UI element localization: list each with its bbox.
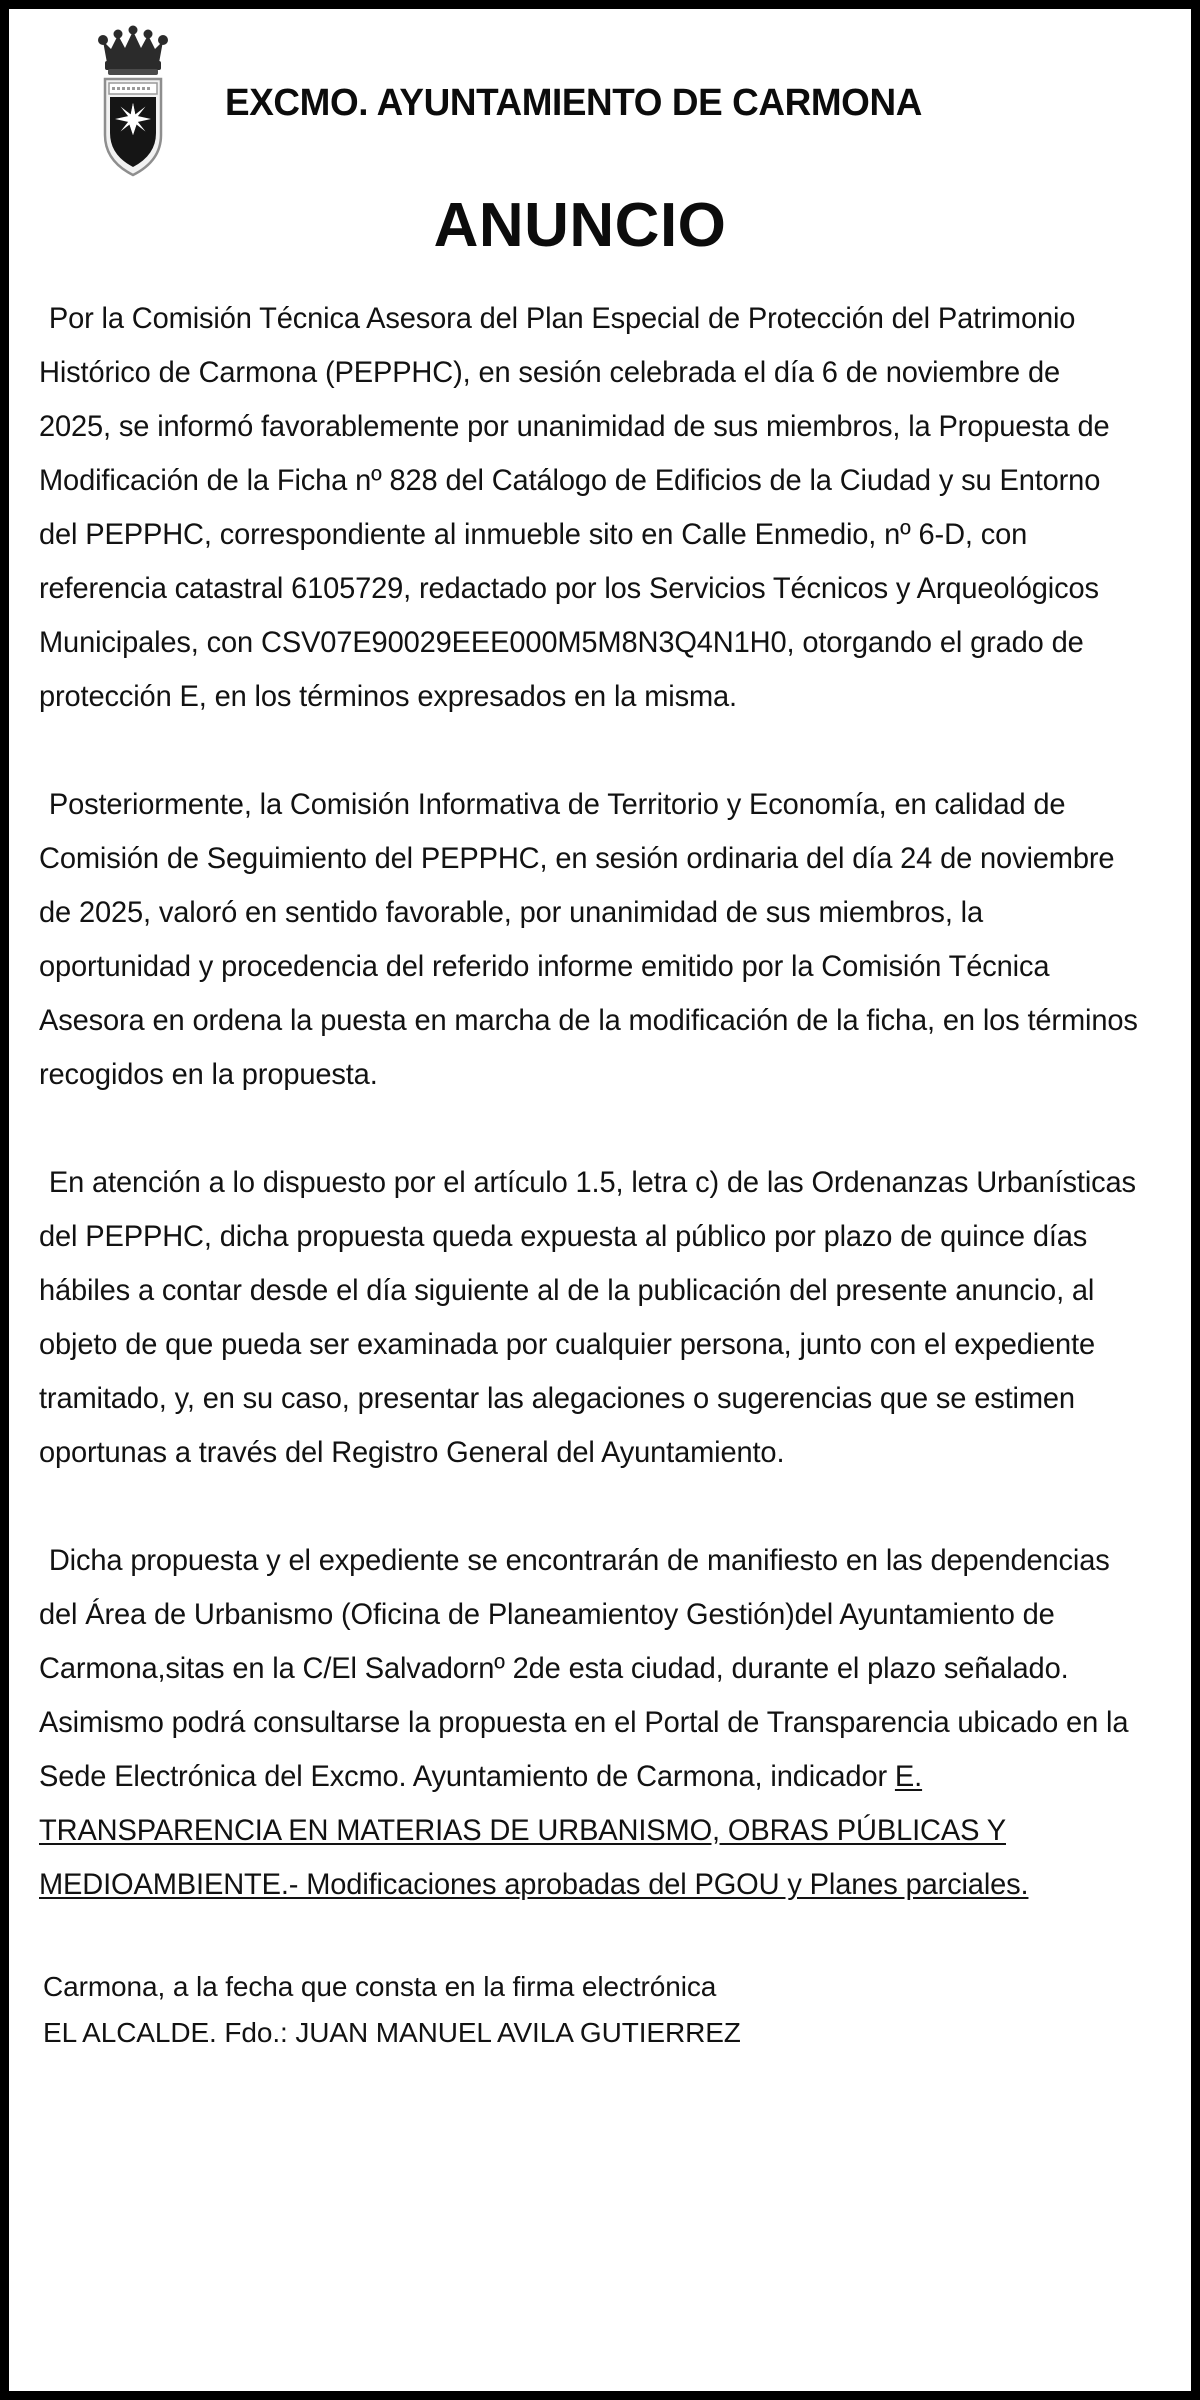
announcement-body <box>31 292 1169 1912</box>
paragraph-3-text: En atención a lo dispuesto por el artículo 1.5, letra c) de las Ordenanzas Urbanísticas del PEPPHC, dicha propuesta queda expuesta al público por plazo de quince días hábiles a contar desde el día siguiente al de la publicación del presente anuncio, al objeto de que pueda ser examinada por cualquier persona, junto con el expediente tramitado, y, en su caso, presentar las alegaciones o sugerencias que se estimen oportunas a través del Registro General del Ayuntamiento. <box>39 1166 1136 1470</box>
paragraph-4 <box>39 1534 1138 1912</box>
signature-date-line: Carmona, a la fecha que consta en la firma electrónica <box>43 1971 717 2003</box>
paragraph-2-text: Posteriormente, la Comisión Informativa de Territorio y Economía, en calidad de Comisión de Seguimiento del PEPPHC, en sesión ordinaria del día 24 de noviembre de 2025, valoró en sentido favorable, por unanimidad de sus miembros, la oportunidad y procedencia del referido informe emitido por la Comisión Técnica Asesora en ordena la puesta en marcha de la modificación de la ficha, en los términos recogidos en la propuesta. <box>39 788 1138 1092</box>
coat-of-arms-icon <box>87 23 179 183</box>
transparency-portal-reference: E. TRANSPARENCIA EN MATERIAS DE URBANISMO, OBRAS PÚBLICAS Y MEDIOAMBIENTE.- Modificaciones aprobadas del PGOU y Planes parciales. <box>39 1760 1029 1902</box>
paragraph-3 <box>39 1156 1138 1480</box>
masthead-title: EXCMO. AYUNTAMIENTO DE CARMONA <box>225 81 922 124</box>
page-title: ANUNCIO <box>433 191 727 260</box>
page-content <box>9 9 1191 2391</box>
paragraph-1-text: Por la Comisión Técnica Asesora del Plan Especial de Protección del Patrimonio Histórico de Carmona (PEPPHC), en sesión celebrada el día 6 de noviembre de 2025, se informó favorablemente por unanimidad de sus miembros, la Propuesta de Modificación de la Ficha nº 828 del Catálogo de Edificios de la Ciudad y su Entorno del PEPPHC, correspondiente al inmueble sito en Calle Enmedio, nº 6-D, con referencia catastral 6105729, redactado por los Servicios Técnicos y Arqueológicos Municipales, con CSV07E90029EEE000M5M8N3Q4N1H0, otorgando el grado de protección E, en los términos expresados en la misma. <box>39 302 1110 714</box>
masthead <box>31 15 1169 187</box>
paragraph-2 <box>39 778 1138 1102</box>
paragraph-4-lead-text: Dicha propuesta y el expediente se encontrarán de manifiesto en las dependencias del Área de Urbanismo (Oficina de Planeamientoy Gestión)del Ayuntamiento de Carmona,sitas en la C/El Salvadornº 2de esta ciudad, durante el plazo señalado. Asimismo podrá consultarse la propuesta en el Portal de Transparencia ubicado en la Sede Electrónica del Excmo. Ayuntamiento de Carmona, indicador <box>39 1544 1129 1794</box>
paragraph-1 <box>39 292 1138 724</box>
signature-name-line: EL ALCALDE. Fdo.: JUAN MANUEL AVILA GUTIERREZ <box>43 2017 741 2049</box>
signature-block <box>31 1964 1169 2056</box>
